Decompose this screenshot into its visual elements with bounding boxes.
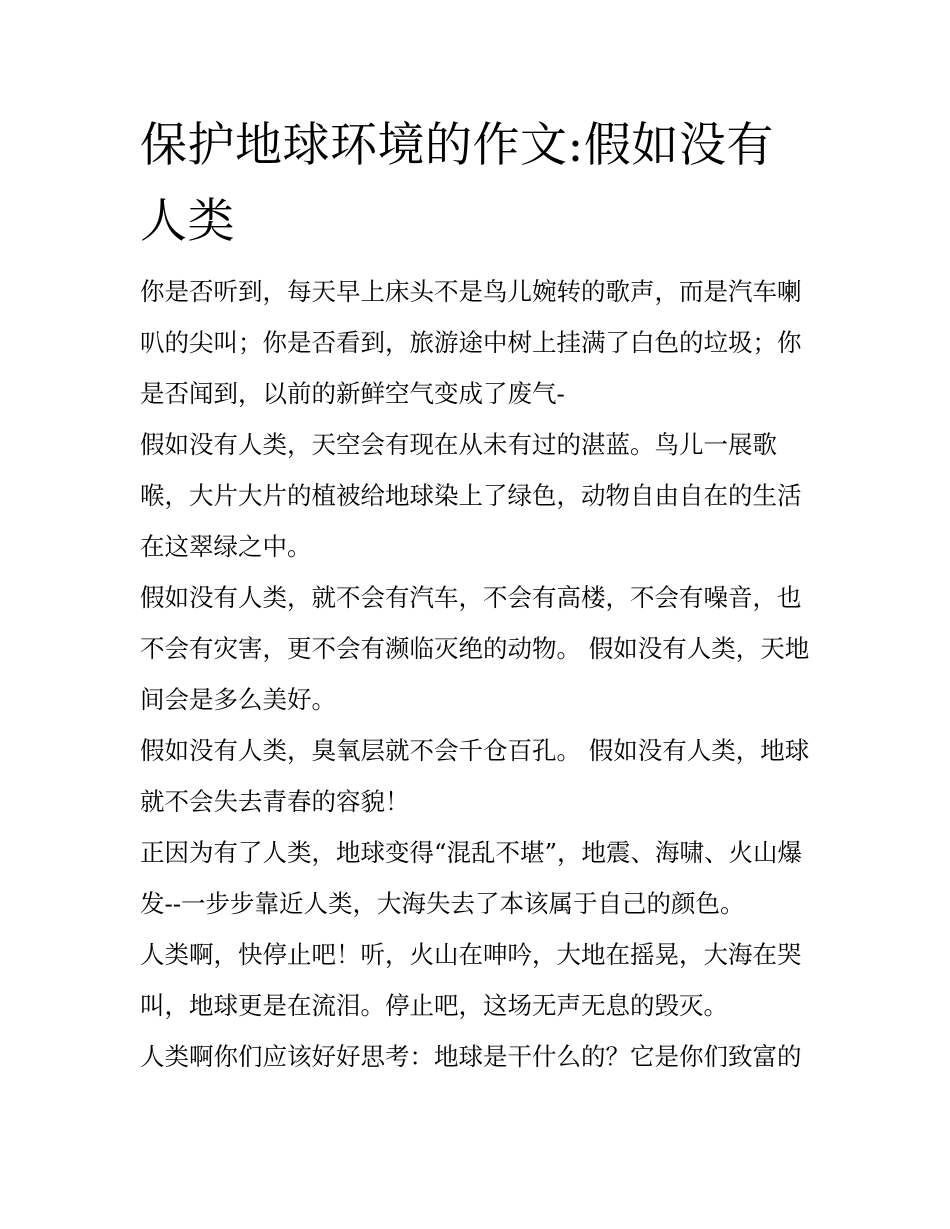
paragraph-5: 正因为有了人类，地球变得“混乱不堪”，地震、海啸、火山爆发--一步步靠近人类，大海失去了本该属于自己的颜色。: [140, 838, 803, 918]
paragraph-4: 假如没有人类，臭氧层就不会千仓百孔。 假如没有人类，地球就不会失去青春的容貌！: [140, 736, 810, 816]
paragraph-7: 人类啊你们应该好好思考：地球是干什么的？它是你们致富的: [140, 1042, 802, 1071]
document-body: [140, 108, 820, 1082]
paragraph-2: 假如没有人类，天空会有现在从未有过的湛蓝。鸟儿一展歌喉，大片大片的植被给地球染上了绿色，动物自由自在的生活在这翠绿之中。: [140, 430, 802, 561]
paragraph-3: 假如没有人类，就不会有汽车，不会有高楼，不会有噪音，也不会有灾害，更不会有濒临灭绝的动物。 假如没有人类，天地间会是多么美好。: [140, 583, 810, 714]
document-title: 保护地球环境的作文:假如没有人类: [140, 118, 774, 249]
paragraph-6: 人类啊，快停止吧！听，火山在呻吟，大地在摇晃，大海在哭叫，地球更是在流泪。停止吧，这场无声无息的毁灭。: [140, 940, 802, 1020]
paragraph-1: 你是否听到，每天早上床头不是鸟儿婉转的歌声，而是汽车喇叭的尖叫；你是否看到，旅游途中树上挂满了白色的垃圾；你是否闻到，以前的新鲜空气变成了废气-: [140, 277, 802, 408]
